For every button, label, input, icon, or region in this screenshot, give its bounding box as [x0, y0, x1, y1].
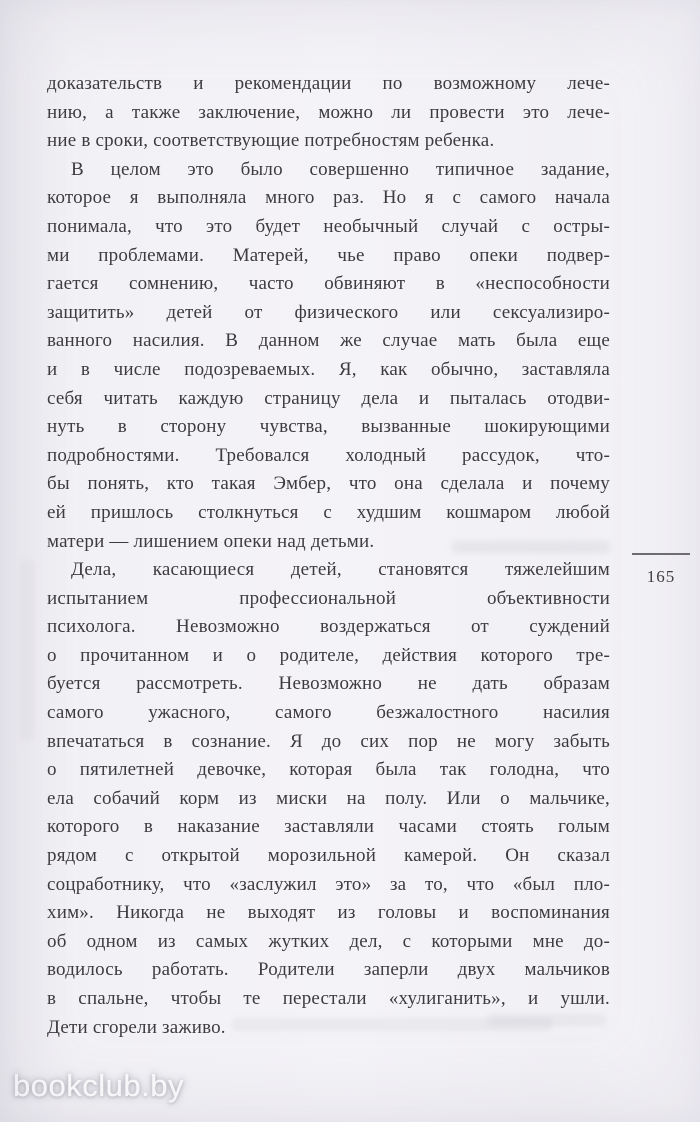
text-line: себя читать каждую страницу дела и пыталась отодви-: [47, 387, 610, 409]
text-line: испытанием профессиональной объективности: [47, 587, 610, 609]
show-through-smudge: [20, 560, 34, 740]
text-line: об одном из самых жутких дел, с которыми мне до-: [47, 930, 610, 952]
text-line: психолога. Невозможно воздержаться от суждений: [47, 616, 610, 638]
text-line: и в числе подозреваемых. Я, как обычно, заставляла: [47, 358, 610, 380]
text-line: матери — лишением опеки над детьми.: [47, 530, 375, 552]
text-line: доказательств и рекомендации по возможному лече-: [47, 73, 610, 94]
text-line: водилось работать. Родители заперли двух мальчиков: [47, 959, 610, 981]
text-line: о пятилетней девочке, которая была так голодна, что: [47, 759, 610, 781]
page-text: [47, 70, 610, 1042]
text-line: Дела, касающиеся детей, становятся тяжелейшим: [71, 559, 610, 581]
text-line: В целом это было совершенно типичное задание,: [71, 158, 610, 180]
page-number-block: [631, 553, 691, 587]
watermark: bookclub.by: [13, 1068, 184, 1103]
text-line: соцработнику, что «заслужил это» за то, что «был пло-: [47, 873, 610, 895]
text-line: о прочитанном и о родителе, действия которого тре-: [47, 644, 610, 666]
text-line: Дети сгорели заживо.: [47, 1016, 226, 1038]
text-line: буется рассмотреть. Невозможно не дать образам: [47, 673, 610, 695]
page-number: 165: [646, 567, 676, 586]
text-line: хим». Никогда не выходят из головы и воспоминания: [47, 902, 610, 924]
text-line: защитить» детей от физического или сексуализиро-: [47, 301, 610, 323]
text-line: гается сомнению, часто обвиняют в «неспособности: [47, 273, 610, 295]
text-line: ей пришлось столкнуться с худшим кошмаром любой: [47, 501, 610, 523]
text-line: нию, а также заключение, можно ли провести это лече-: [47, 101, 610, 123]
text-line: ванного насилия. В данном же случае мать была еще: [47, 330, 610, 352]
text-line: бы понять, кто такая Эмбер, что она сделала и почему: [47, 473, 610, 495]
text-line: самого ужасного, самого безжалостного насилия: [47, 702, 610, 724]
text-line: в спальне, чтобы те перестали «хулиганить», и ушли.: [47, 988, 610, 1009]
text-line: которого в наказание заставляли часами стоять голым: [47, 816, 610, 838]
text-line: которое я выполняла много раз. Но я с самого начала: [47, 187, 610, 209]
text-line: ми проблемами. Матерей, чье право опеки подвер-: [47, 244, 610, 266]
text-line: впечататься в сознание. Я до сих пор не могу забыть: [47, 730, 610, 752]
page-number-rule: [632, 553, 690, 555]
text-line: рядом с открытой морозильной камерой. Он сказал: [47, 845, 610, 867]
text-line: подробностями. Требовался холодный рассудок, что-: [47, 444, 610, 466]
text-line: ние в сроки, соответствующие потребностям ребенка.: [47, 130, 495, 152]
text-line: ела собачий корм из миски на полу. Или о мальчике,: [47, 787, 610, 809]
text-line: нуть в сторону чувства, вызванные шокирующими: [47, 416, 610, 438]
text-line: понимала, что это будет необычный случай с остры-: [47, 215, 610, 237]
